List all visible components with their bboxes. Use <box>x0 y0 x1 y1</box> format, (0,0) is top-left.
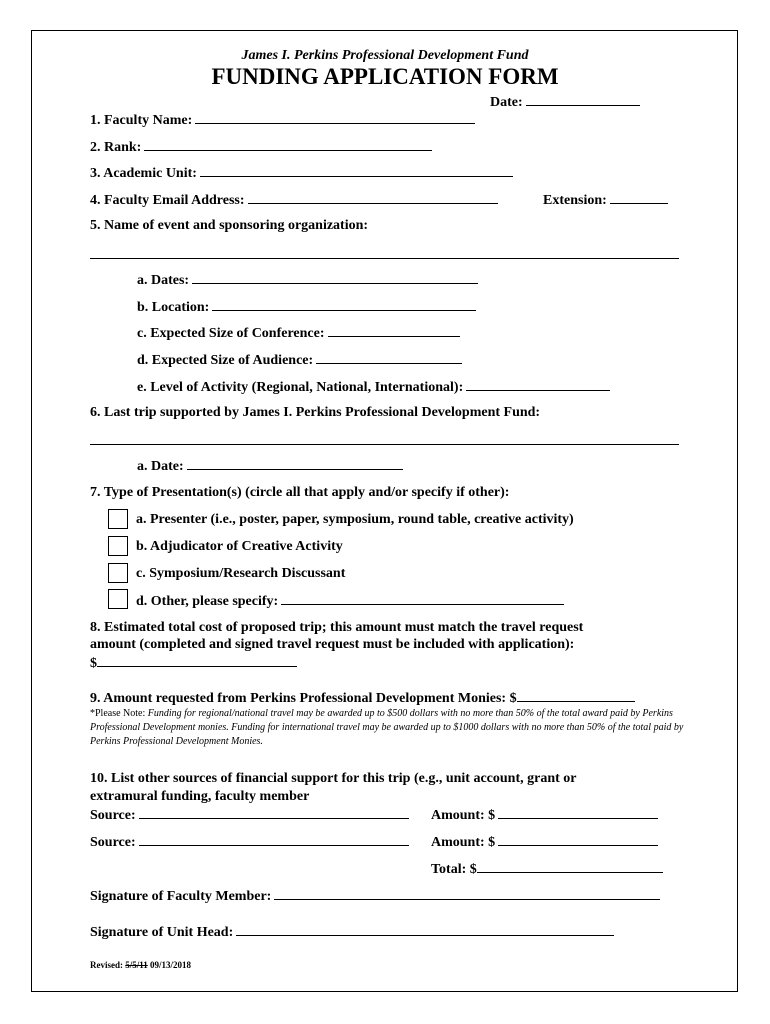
amount-2-field[interactable] <box>498 833 658 846</box>
revision-note <box>90 960 191 970</box>
conference-size-label: c. Expected Size of Conference: <box>137 326 325 341</box>
email-field[interactable] <box>248 191 498 204</box>
unit-head-signature-label: Signature of Unit Head: <box>90 925 234 940</box>
other-sources-line1: 10. List other sources of financial support for this trip (e.g., unit account, grant or <box>90 771 577 786</box>
date-row <box>490 93 640 111</box>
academic-unit-label: 3. Academic Unit: <box>90 166 197 181</box>
event-dates-row <box>137 271 478 289</box>
presenter-checkbox[interactable] <box>108 509 128 529</box>
last-trip-label: 6. Last trip supported by James I. Perkins Professional Development Fund: <box>90 405 541 420</box>
conference-size-field[interactable] <box>328 324 460 337</box>
total-cost-line2: amount (completed and signed travel request must be included with application): <box>90 637 575 652</box>
form-subtitle: James I. Perkins Professional Development Fund <box>241 48 529 63</box>
faculty-name-field[interactable] <box>195 111 475 124</box>
source-1-label: Source: <box>90 808 136 823</box>
faculty-signature-row <box>90 887 660 905</box>
extension-row <box>543 191 668 209</box>
revised-new-date: 09/13/2018 <box>150 960 192 970</box>
extension-label: Extension: <box>543 193 607 208</box>
faculty-name-row <box>90 111 475 129</box>
last-trip-field[interactable] <box>90 444 679 445</box>
amount-requested-field[interactable] <box>517 689 635 702</box>
adjudicator-checkbox[interactable] <box>108 536 128 556</box>
date-label: Date: <box>490 95 523 110</box>
rank-label: 2. Rank: <box>90 140 142 155</box>
funding-note-text: Funding for regional/national travel may be awarded up to $500 dollars with no more than 50% of the total award paid by Perkins Professional Development monies. Funding for international travel may be awarded up to $1000 dollars with no more than 50% of the total paid by Perkins Professional Development Monies. <box>90 708 684 747</box>
faculty-name-label: 1. Faculty Name: <box>90 113 193 128</box>
other-option: d. Other, please specify: <box>136 594 279 609</box>
amount-requested-row <box>90 689 635 707</box>
source-2-label: Source: <box>90 835 136 850</box>
revised-old-date: 5/5/11 <box>125 960 148 970</box>
amount-2-row <box>431 833 658 851</box>
discussant-option: c. Symposium/Research Discussant <box>136 566 346 581</box>
source-1-field[interactable] <box>139 806 409 819</box>
date-field[interactable] <box>526 93 640 106</box>
total-cost-field[interactable] <box>97 654 297 667</box>
source-2-row <box>90 833 409 851</box>
adjudicator-option: b. Adjudicator of Creative Activity <box>136 539 343 554</box>
source-2-field[interactable] <box>139 833 409 846</box>
event-dates-label: a. Dates: <box>137 273 190 288</box>
other-specify-field[interactable] <box>281 592 564 605</box>
unit-head-signature-row <box>90 923 614 941</box>
event-name-label: 5. Name of event and sponsoring organization: <box>90 218 369 233</box>
conference-size-row <box>137 324 460 342</box>
other-sources-line2: extramural funding, faculty member <box>90 789 310 804</box>
total-row <box>431 860 663 878</box>
activity-level-label: e. Level of Activity (Regional, National, International): <box>137 380 464 395</box>
rank-field[interactable] <box>144 138 432 151</box>
last-trip-date-field[interactable] <box>187 457 403 470</box>
revised-label: Revised: <box>90 960 123 970</box>
presentation-type-label: 7. Type of Presentation(s) (circle all that apply and/or specify if other): <box>90 485 510 500</box>
event-location-row <box>137 298 476 316</box>
faculty-signature-field[interactable] <box>274 887 660 900</box>
email-row <box>90 191 498 209</box>
amount-2-label: Amount: $ <box>431 835 496 850</box>
audience-size-field[interactable] <box>316 351 462 364</box>
total-cost-row <box>90 654 297 672</box>
other-checkbox[interactable] <box>108 589 128 609</box>
event-location-field[interactable] <box>212 298 476 311</box>
faculty-signature-label: Signature of Faculty Member: <box>90 889 272 904</box>
unit-head-signature-field[interactable] <box>236 923 614 936</box>
academic-unit-field[interactable] <box>200 164 513 177</box>
audience-size-label: d. Expected Size of Audience: <box>137 353 314 368</box>
funding-note <box>90 707 685 749</box>
activity-level-row <box>137 378 610 396</box>
total-field[interactable] <box>477 860 663 873</box>
amount-1-row <box>431 806 658 824</box>
total-cost-line1: 8. Estimated total cost of proposed trip; this amount must match the travel request <box>90 620 584 635</box>
extension-field[interactable] <box>610 191 668 204</box>
discussant-checkbox[interactable] <box>108 563 128 583</box>
amount-1-label: Amount: $ <box>431 808 496 823</box>
total-label: Total: $ <box>431 862 477 877</box>
funding-note-prefix: *Please Note: <box>90 708 146 719</box>
form-title: FUNDING APPLICATION FORM <box>211 64 559 89</box>
email-label: 4. Faculty Email Address: <box>90 193 245 208</box>
last-trip-date-label: a. Date: <box>137 459 184 474</box>
presenter-option: a. Presenter (i.e., poster, paper, symposium, round table, creative activity) <box>136 512 574 527</box>
audience-size-row <box>137 351 462 369</box>
academic-unit-row <box>90 164 513 182</box>
event-location-label: b. Location: <box>137 300 210 315</box>
activity-level-field[interactable] <box>466 378 610 391</box>
rank-row <box>90 138 432 156</box>
last-trip-date-row <box>137 457 403 475</box>
event-dates-field[interactable] <box>192 271 478 284</box>
other-row <box>136 592 564 610</box>
total-cost-dollar: $ <box>90 656 97 671</box>
amount-requested-label: 9. Amount requested from Perkins Professional Development Monies: $ <box>90 691 517 706</box>
event-name-field[interactable] <box>90 258 679 259</box>
source-1-row <box>90 806 409 824</box>
amount-1-field[interactable] <box>498 806 658 819</box>
